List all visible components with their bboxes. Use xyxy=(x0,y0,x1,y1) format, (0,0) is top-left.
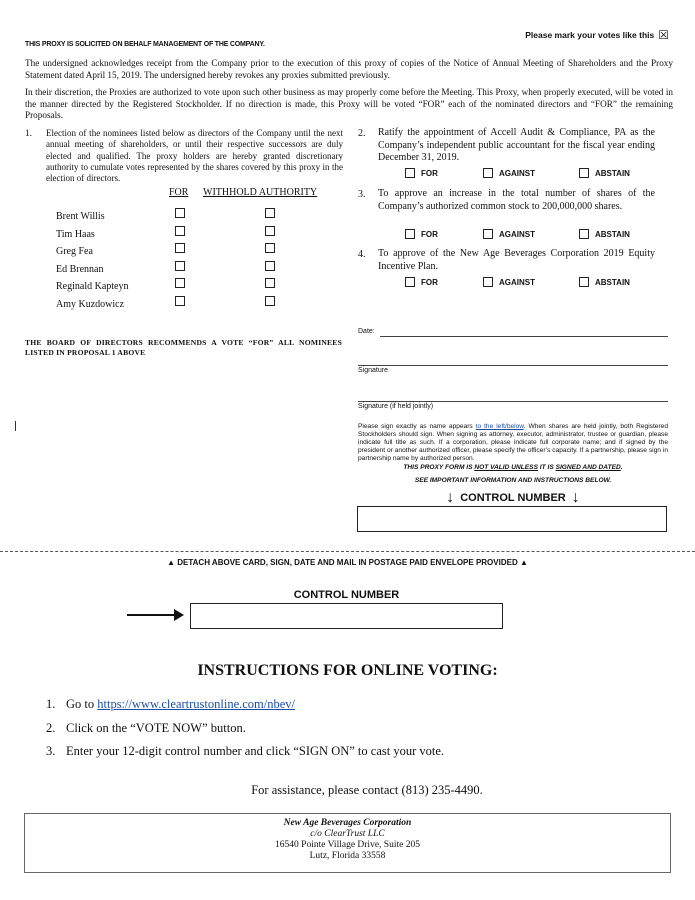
control-number-box-upper[interactable] xyxy=(357,506,667,532)
intro-paragraph-1: The undersigned acknowledges receipt from the Company prior to the execution of this proxy of copies of the Notice of Annual Meeting of Shareholders and the Proxy Statement dated April 15, 2019. The undersigned hereby revokes any proxies submitted previously. xyxy=(25,58,673,80)
nominee-for-checkbox[interactable] xyxy=(175,278,185,288)
board-recommendation: THE BOARD OF DIRECTORS RECOMMENDS A VOTE “FOR” ALL NOMINEES LISTED IN PROPOSAL 1 ABOVE xyxy=(25,338,342,357)
instruction-step-3: 3. Enter your 12-digit control number and click “SIGN ON” to cast your vote. xyxy=(46,744,445,758)
proposal-2-for[interactable]: FOR xyxy=(405,168,438,178)
signing-instructions: Please sign exactly as name appears to the left/below. When shares are held jointly, both Registered Stockholders should sign. When signing as attorney, executor, administrator, trustee or guardian, please indicate full title as such. If a corporation, please indicate full corporate name; and if signed by the president or another authorized officer, please specify the officer’s capacity. If a partnership, please sign in partnership name by authorized person. xyxy=(358,423,668,462)
checkbox[interactable] xyxy=(579,229,589,239)
joint-signature-line[interactable] xyxy=(358,401,668,402)
nominee-withhold-checkbox[interactable] xyxy=(265,208,275,218)
nominee-withhold-checkbox[interactable] xyxy=(265,278,275,288)
proposal-1-text: Election of the nominees listed below as directors of the Company until the next annual meeting of shareholders, or until their respective successors are duly elected and qualified. The proxy holders are hereby granted discretionary authority to cumulate votes represented by the shares covered by this proxy in the election of directors. xyxy=(46,128,343,184)
intro-paragraph-2: In their discretion, the Proxies are authorized to vote upon such other business as may properly come before the Meeting. This Proxy, when properly executed, will be voted in the manner directed by the Registered Stockholder. If no direction is made, this Proxy will be voted “FOR” each of the nominated directors and “FOR” the remaining Proposals. xyxy=(25,87,673,120)
checkbox[interactable] xyxy=(579,277,589,287)
nominee-for-checkbox[interactable] xyxy=(175,243,185,253)
proposal-4-against[interactable]: AGAINST xyxy=(483,277,535,287)
nominee-list xyxy=(56,206,286,312)
nominee-withhold-checkbox[interactable] xyxy=(265,226,275,236)
proposal-4-for[interactable]: FOR xyxy=(405,277,438,287)
down-arrow-icon: ↓ xyxy=(571,489,580,506)
signature-line[interactable] xyxy=(358,365,668,366)
control-number-heading-upper: ↓ CONTROL NUMBER ↓ xyxy=(446,489,580,506)
not-valid-notice: THIS PROXY FORM IS NOT VALID UNLESS IT IS SIGNED AND DATED. xyxy=(403,464,623,471)
column-header-withhold: WITHHOLD AUTHORITY xyxy=(203,187,318,198)
instruction-step-2: 2. Click on the “VOTE NOW” button. xyxy=(46,721,246,735)
address-care-of: c/o ClearTrust LLC xyxy=(310,829,385,839)
nominee-row xyxy=(56,276,286,294)
nominee-row xyxy=(56,224,286,242)
checkbox[interactable] xyxy=(483,277,493,287)
checkbox[interactable] xyxy=(405,277,415,287)
voting-url-link[interactable]: https://www.cleartrustonline.com/nbev/ xyxy=(97,697,296,711)
proposal-4-number: 4. xyxy=(358,249,366,260)
address-company: New Age Beverages Corporation xyxy=(283,818,412,828)
nominee-for-checkbox[interactable] xyxy=(175,226,185,236)
checkbox[interactable] xyxy=(483,168,493,178)
nominee-withhold-checkbox[interactable] xyxy=(265,261,275,271)
see-important-notice: SEE IMPORTANT INFORMATION AND INSTRUCTIONS BELOW. xyxy=(414,477,612,484)
nominee-for-checkbox[interactable] xyxy=(175,296,185,306)
address-city: Lutz, Florida 33558 xyxy=(309,851,386,861)
right-arrow-head xyxy=(174,609,184,621)
date-line[interactable] xyxy=(380,336,668,337)
proposal-3-against[interactable]: AGAINST xyxy=(483,229,535,239)
proposal-3-number: 3. xyxy=(358,189,366,200)
proposal-2-abstain[interactable]: ABSTAIN xyxy=(579,168,630,178)
column-header-for: FOR xyxy=(169,187,189,198)
nominee-row xyxy=(56,241,286,259)
signature-label: Signature xyxy=(358,367,388,374)
checked-box-example-icon: ☒ xyxy=(658,28,669,42)
nominee-row xyxy=(56,294,286,312)
nominee-name: Brent Willis xyxy=(56,211,105,222)
nominee-withhold-checkbox[interactable] xyxy=(265,296,275,306)
assistance-contact: For assistance, please contact (813) 235-4490. xyxy=(251,783,483,797)
checkbox[interactable] xyxy=(405,168,415,178)
left-below-link[interactable]: to the left/below xyxy=(475,423,524,430)
nominee-name: Ed Brennan xyxy=(56,263,104,275)
nominee-row xyxy=(56,259,286,277)
checkbox[interactable] xyxy=(579,168,589,178)
instructions-title: INSTRUCTIONS FOR ONLINE VOTING: xyxy=(197,662,498,679)
joint-signature-label: Signature (if held jointly) xyxy=(358,403,434,410)
mark-votes-instruction: Please mark your votes like this ☒ xyxy=(525,28,669,42)
proposal-3-abstain[interactable]: ABSTAIN xyxy=(579,229,630,239)
date-label: Date: xyxy=(358,328,375,335)
proposal-2-text: Ratify the appointment of Accell Audit & Compliance, PA as the Company’s independent public accountant for the fiscal year ending December 31, 2019. xyxy=(378,127,655,164)
nominee-for-checkbox[interactable] xyxy=(175,261,185,271)
detach-dashed-line xyxy=(0,551,695,552)
left-margin-mark xyxy=(15,421,16,431)
nominee-withhold-checkbox[interactable] xyxy=(265,243,275,253)
address-box xyxy=(24,813,671,873)
proposal-4-text: To approve of the New Age Beverages Corporation 2019 Equity Incentive Plan. xyxy=(378,248,655,272)
nominee-name: Reginald Kapteyn xyxy=(56,281,129,293)
proposal-4-abstain[interactable]: ABSTAIN xyxy=(579,277,630,287)
control-number-box-lower[interactable] xyxy=(190,603,503,629)
right-arrow-icon xyxy=(127,614,179,616)
nominee-name: Greg Fea xyxy=(56,246,93,258)
proposal-1-number: 1. xyxy=(25,128,32,138)
proposal-2-options xyxy=(405,168,645,182)
down-arrow-icon: ↓ xyxy=(446,489,455,506)
nominee-for-checkbox[interactable] xyxy=(175,208,185,218)
address-street: 16540 Pointe Village Drive, Suite 205 xyxy=(275,840,420,850)
proposal-3-options xyxy=(405,229,645,243)
solicitation-notice: THIS PROXY IS SOLICITED ON BEHALF MANAGEMENT OF THE COMPANY. xyxy=(25,41,265,48)
proposal-3-for[interactable]: FOR xyxy=(405,229,438,239)
instruction-step-1: 1. Go to https://www.cleartrustonline.com/nbev/ xyxy=(46,697,296,711)
checkbox[interactable] xyxy=(483,229,493,239)
nominee-row xyxy=(56,206,286,224)
detach-instruction: ▲ DETACH ABOVE CARD, SIGN, DATE AND MAIL IN POSTAGE PAID ENVELOPE PROVIDED ▲ xyxy=(167,558,528,567)
nominee-name: Amy Kuzdowicz xyxy=(56,298,125,310)
checkbox[interactable] xyxy=(405,229,415,239)
proposal-2-against[interactable]: AGAINST xyxy=(483,168,535,178)
nominee-name: Tim Haas xyxy=(56,228,95,240)
proposal-3-text: To approve an increase in the total number of shares of the Company’s authorized common stock to 200,000,000 shares. xyxy=(378,188,655,212)
proposal-4-options xyxy=(405,277,645,291)
proposal-2-number: 2. xyxy=(358,128,366,139)
control-number-heading-lower: CONTROL NUMBER xyxy=(293,589,400,601)
